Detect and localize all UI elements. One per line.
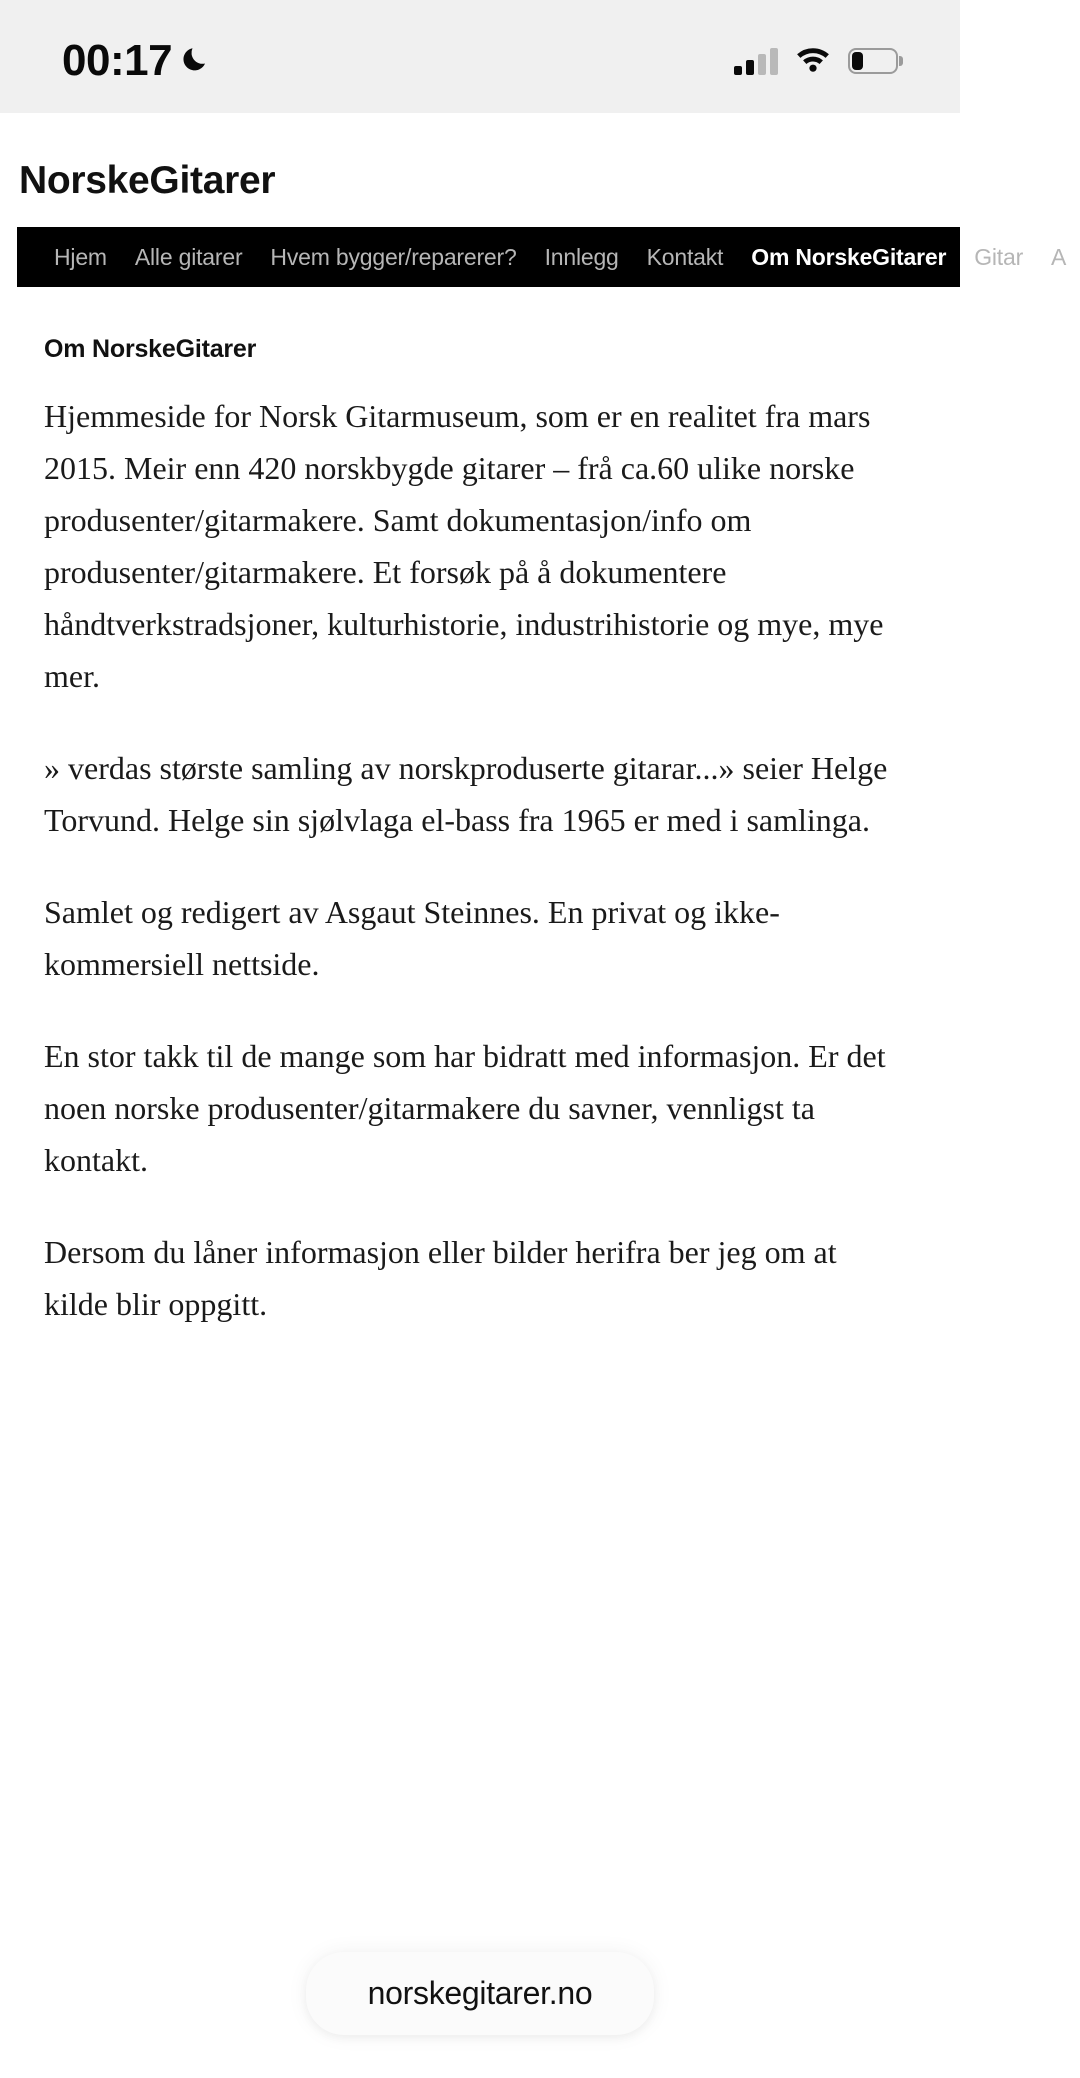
web-page bbox=[0, 113, 1067, 2078]
article-heading: Om NorskeGitarer bbox=[44, 335, 257, 363]
site-navigation[interactable] bbox=[17, 227, 1067, 287]
article-paragraph: Hjemmeside for Norsk Gitarmuseum, som er en realitet fra mars 2015. Meir enn 420 norskbygde gitarer – frå ca.60 ulike norske produsenter/gitarmakere. Samt dokumentasjon/info om produsenter/gitarmakere. Et forsøk på å dokumentere håndtverkstradsjoner, kulturhistorie, industrihistorie og mye, mye mer. bbox=[44, 398, 884, 694]
url-field[interactable]: norskegitarer.no bbox=[306, 1952, 655, 2035]
wifi-icon bbox=[795, 45, 831, 77]
status-bar-right bbox=[734, 45, 898, 77]
nav-item-alle-gitarer[interactable]: Alle gitarer bbox=[134, 243, 243, 270]
page-title: NorskeGitarer bbox=[19, 159, 276, 202]
article-paragraph: » verdas største samling av norskproduserte gitarar...» seier Helge Torvund. Helge sin sjølvlaga el-bass fra 1965 er med i samlinga. bbox=[44, 750, 888, 838]
nav-list bbox=[17, 244, 1080, 271]
cellular-signal-icon bbox=[734, 47, 778, 75]
article-paragraph: Dersom du låner informasjon eller bilder herifra ber jeg om at kilde blir oppgitt. bbox=[44, 1234, 837, 1322]
crescent-moon-icon bbox=[182, 44, 212, 79]
article-paragraph: Samlet og redigert av Asgaut Steinnes. En privat og ikke-kommersiell nettside. bbox=[44, 894, 780, 982]
battery-icon bbox=[848, 48, 898, 74]
article-content bbox=[0, 287, 960, 1330]
nav-item-om-norskegitarer[interactable]: Om NorskeGitarer bbox=[751, 243, 947, 270]
nav-item-kontakt[interactable]: Kontakt bbox=[646, 243, 724, 270]
status-bar-left bbox=[62, 35, 212, 85]
browser-url-bar bbox=[0, 1952, 960, 2035]
status-bar-clock: 00:17 bbox=[62, 35, 173, 85]
ios-status-bar bbox=[0, 0, 960, 113]
nav-item-overflow[interactable]: A bbox=[1051, 243, 1067, 270]
nav-item-innlegg[interactable]: Innlegg bbox=[544, 243, 619, 270]
nav-item-gitar[interactable]: Gitar bbox=[974, 243, 1024, 270]
nav-item-hvem-bygger[interactable]: Hvem bygger/reparerer? bbox=[270, 243, 517, 270]
article-paragraph: En stor takk til de mange som har bidratt med informasjon. Er det noen norske produsenter/gitarmakere du savner, vennligst ta kontakt. bbox=[44, 1038, 886, 1178]
nav-item-hjem[interactable]: Hjem bbox=[54, 243, 107, 270]
